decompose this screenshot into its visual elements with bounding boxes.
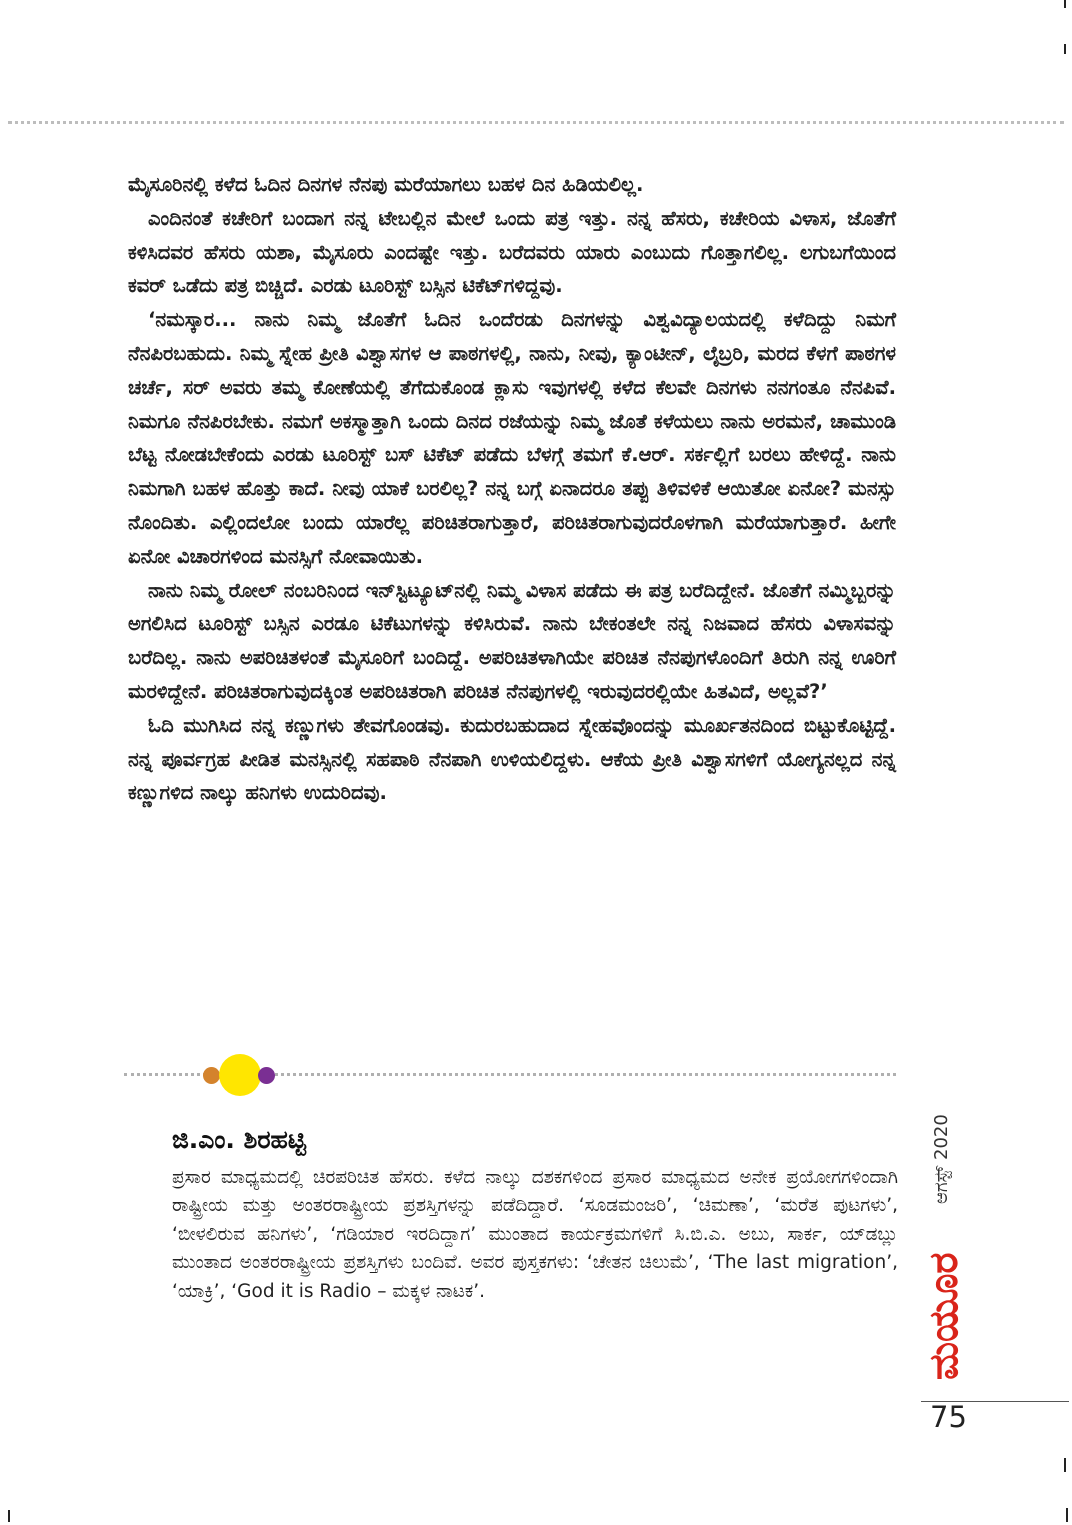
crop-mark <box>8 1510 10 1522</box>
crop-mark <box>1064 44 1066 54</box>
article-paragraph: ನಾನು ನಿಮ್ಮ ರೋಲ್ ನಂಬರಿನಿಂದ ಇನ್‌ಸ್ಟಿಟ್ಯೂಟ್‌ನಲ್ಲಿ ನಿಮ್ಮ ವಿಳಾಸ ಪಡೆದು ಈ ಪತ್ರ ಬರೆದಿದ್ದೇನೆ. ಜೊತೆಗೆ ನಮ್ಮಿಬ್ಬರನ್ನು ಅಗಲಿಸಿದ ಟೂರಿಸ್ಟ್ ಬಸ್ಸಿನ ಎರಡೂ ಟಿಕೆಟುಗಳನ್ನು ಕಳಿಸಿರುವೆ. ನಾನು ಬೇಕಂತಲೇ ನನ್ನ ನಿಜವಾದ ಹೆಸರು ವಿಳಾಸವನ್ನು ಬರೆದಿಲ್ಲ. ನಾನು ಅಪರಿಚಿತಳಂತೆ ಮೈಸೂರಿಗೆ ಬಂದಿದ್ದೆ. ಅಪರಿಚಿತಳಾಗಿಯೇ ಪರಿಚಿತ ನೆನಪುಗಳೊಂದಿಗೆ ತಿರುಗಿ ನನ್ನ ಊರಿಗೆ ಮರಳಿದ್ದೇನೆ. ಪರಿಚಿತರಾಗುವುದಕ್ಕಿಂತ ಅಪರಿಚಿತರಾಗಿ ಪರಿಚಿತ ನೆನಪುಗಳಲ್ಲಿ ಇರುವುದರಲ್ಲಿಯೇ ಹಿತವಿದೆ, ಅಲ್ಲವೆ?’ <box>128 578 896 703</box>
orange-dot <box>203 1067 220 1084</box>
page-number: 75 <box>930 1400 967 1434</box>
crop-mark <box>1064 0 1066 8</box>
article-paragraph: ‘ನಮಸ್ಕಾರ... ನಾನು ನಿಮ್ಮ ಜೊತೆಗೆ ಓದಿನ ಒಂದೆರಡು ದಿನಗಳನ್ನು ವಿಶ್ವವಿದ್ಯಾಲಯದಲ್ಲಿ ಕಳೆದಿದ್ದು ನಿಮಗೆ ನೆನಪಿರಬಹುದು. ನಿಮ್ಮ ಸ್ನೇಹ ಪ್ರೀತಿ ವಿಶ್ವಾಸಗಳ ಆ ಪಾಠಗಳಲ್ಲಿ, ನಾನು, ನೀವು, ಕ್ಯಾಂಟೀನ್, ಲೈಬ್ರರಿ, ಮರದ ಕೆಳಗೆ ಪಾಠಗಳ ಚರ್ಚೆ, ಸರ್ ಅವರು ತಮ್ಮ ಕೋಣೆಯಲ್ಲಿ ತೆಗೆದುಕೊಂಡ ಕ್ಲಾಸು ಇವುಗಳಲ್ಲಿ ಕಳೆದ ಕೆಲವೇ ದಿನಗಳು ನನಗಂತೂ ನೆನಪಿವೆ. ನಿಮಗೂ ನೆನಪಿರಬೇಕು. ನಮಗೆ ಅಕಸ್ಮಾತ್ತಾಗಿ ಒಂದು ದಿನದ ರಜೆಯನ್ನು ನಿಮ್ಮ ಜೊತೆ ಕಳೆಯಲು ನಾನು ಅರಮನೆ, ಚಾಮುಂಡಿ ಬೆಟ್ಟ ನೋಡಬೇಕೆಂದು ಎರಡು ಟೂರಿಸ್ಟ್ ಬಸ್ ಟಿಕೆಟ್ ಪಡೆದು ಬೆಳಗ್ಗೆ ತಮಗೆ ಕೆ.ಆರ್. ಸರ್ಕಲ್ಲಿಗೆ ಬರಲು ಹೇಳಿದ್ದೆ. ನಾನು ನಿಮಗಾಗಿ ಬಹಳ ಹೊತ್ತು ಕಾದೆ. ನೀವು ಯಾಕೆ ಬರಲಿಲ್ಲ? ನನ್ನ ಬಗ್ಗೆ ಏನಾದರೂ ತಪ್ಪು ತಿಳಿವಳಿಕೆ ಆಯಿತೋ ಏನೋ? ಮನಸ್ಸು ನೊಂದಿತು. ಎಲ್ಲಿಂದಲೋ ಬಂದು ಯಾರೆಲ್ಲ ಪರಿಚಿತರಾಗುತ್ತಾರೆ, ಪರಿಚಿತರಾಗುವುದರೊಳಗಾಗಿ ಮರೆಯಾಗುತ್ತಾರೆ. ಹೀಗೇ ಏನೋ ವಿಚಾರಗಳಿಂದ ಮನಸ್ಸಿಗೆ ನೋವಾಯಿತು. <box>128 308 896 568</box>
magazine-sidebar <box>921 1110 981 1380</box>
issue-date-text: ಆಗಸ್ಟ್ 2020 <box>931 1114 952 1204</box>
article-body <box>128 168 896 810</box>
magazine-title: ಮಯೂರ <box>921 1252 967 1380</box>
article-paragraph: ಎಂದಿನಂತೆ ಕಚೇರಿಗೆ ಬಂದಾಗ ನನ್ನ ಟೇಬಲ್ಲಿನ ಮೇಲೆ ಒಂದು ಪತ್ರ ಇತ್ತು. ನನ್ನ ಹೆಸರು, ಕಚೇರಿಯ ವಿಳಾಸ, ಜೊತೆಗೆ ಕಳಿಸಿದವರ ಹೆಸರು ಯಶಾ, ಮೈಸೂರು ಎಂದಷ್ಟೇ ಇತ್ತು. ಬರೆದವರು ಯಾರು ಎಂಬುದು ಗೊತ್ತಾಗಲಿಲ್ಲ. ಲಗುಬಗೆಯಿಂದ ಕವರ್ ಒಡೆದು ಪತ್ರ ಬಿಚ್ಚಿದೆ. ಎರಡು ಟೂರಿಸ್ಟ್ ಬಸ್ಸಿನ ಟಿಕೆಟ್‌ಗಳಿದ್ದವು. <box>128 206 896 298</box>
purple-dot <box>258 1067 275 1084</box>
article-paragraph: ಓದಿ ಮುಗಿಸಿದ ನನ್ನ ಕಣ್ಣುಗಳು ತೇವಗೊಂಡವು. ಕುದುರಬಹುದಾದ ಸ್ನೇಹವೊಂದನ್ನು ಮೂರ್ಖತನದಿಂದ ಬಿಟ್ಟುಕೊಟ್ಟಿದ್ದೆ. ನನ್ನ ಪೂರ್ವಗ್ರಹ ಪೀಡಿತ ಮನಸ್ಸಿನಲ್ಲಿ ಸಹಪಾಠಿ ನೆನಪಾಗಿ ಉಳಿಯಲಿದ್ದಳು. ಆಕೆಯ ಪ್ರೀತಿ ವಿಶ್ವಾಸಗಳಿಗೆ ಯೋಗ್ಯನಲ್ಲದ ನನ್ನ ಕಣ್ಣುಗಳಿದ ನಾಲ್ಕು ಹನಿಗಳು ಉದುರಿದವು. <box>128 713 896 805</box>
yellow-dot <box>219 1054 261 1096</box>
issue-date <box>927 1110 987 1210</box>
author-name: ಜಿ.ಎಂ. ಶಿರಹಟ್ಟಿ <box>172 1125 306 1154</box>
crop-mark <box>1066 1508 1068 1522</box>
article-paragraph: ಮೈಸೂರಿನಲ್ಲಿ ಕಳೆದ ಓದಿನ ದಿನಗಳ ನೆನಪು ಮರೆಯಾಗಲು ಬಹಳ ದಿನ ಹಿಡಿಯಲಿಲ್ಲ. <box>128 173 644 196</box>
top-dotted-rule <box>8 121 1064 124</box>
author-bio: ಪ್ರಸಾರ ಮಾಧ್ಯಮದಲ್ಲಿ ಚಿರಪರಿಚಿತ ಹೆಸರು. ಕಳೆದ ನಾಲ್ಕು ದಶಕಗಳಿಂದ ಪ್ರಸಾರ ಮಾಧ್ಯಮದ ಅನೇಕ ಪ್ರಯೋಗಗಳಿಂದಾಗಿ ರಾಷ್ಟ್ರೀಯ ಮತ್ತು ಅಂತರರಾಷ್ಟ್ರೀಯ ಪ್ರಶಸ್ತಿಗಳನ್ನು ಪಡೆದಿದ್ದಾರೆ. ‘ಸೂಡಮಂಜರಿ’, ‘ಚಿಮಣಾ’, ‘ಮರೆತ ಪುಟಗಳು’, ‘ಬೀಳಲಿರುವ ಹನಿಗಳು’, ‘ಗಡಿಯಾರ ಇರದಿದ್ದಾಗ’ ಮುಂತಾದ ಕಾರ್ಯಕ್ರಮಗಳಿಗೆ ಸಿ.ಬಿ.ಎ. ಅಬು, ಸಾರ್ಕ, ಯ್‌ಡಬ್ಲು ಮುಂತಾದ ಅಂತರರಾಷ್ಟ್ರೀಯ ಪ್ರಶಸ್ತಿಗಳು ಬಂದಿವೆ. ಅವರ ಪುಸ್ತಕಗಳು: ‘ಚೇತನ ಚಿಲುಮೆ’, ‘The last migration’, ‘ಯಾಕ್ರಿ’, ‘God it is Radio – ಮಕ್ಕಳ ನಾಟಕ’. <box>172 1167 898 1302</box>
crop-mark <box>1064 1458 1066 1472</box>
